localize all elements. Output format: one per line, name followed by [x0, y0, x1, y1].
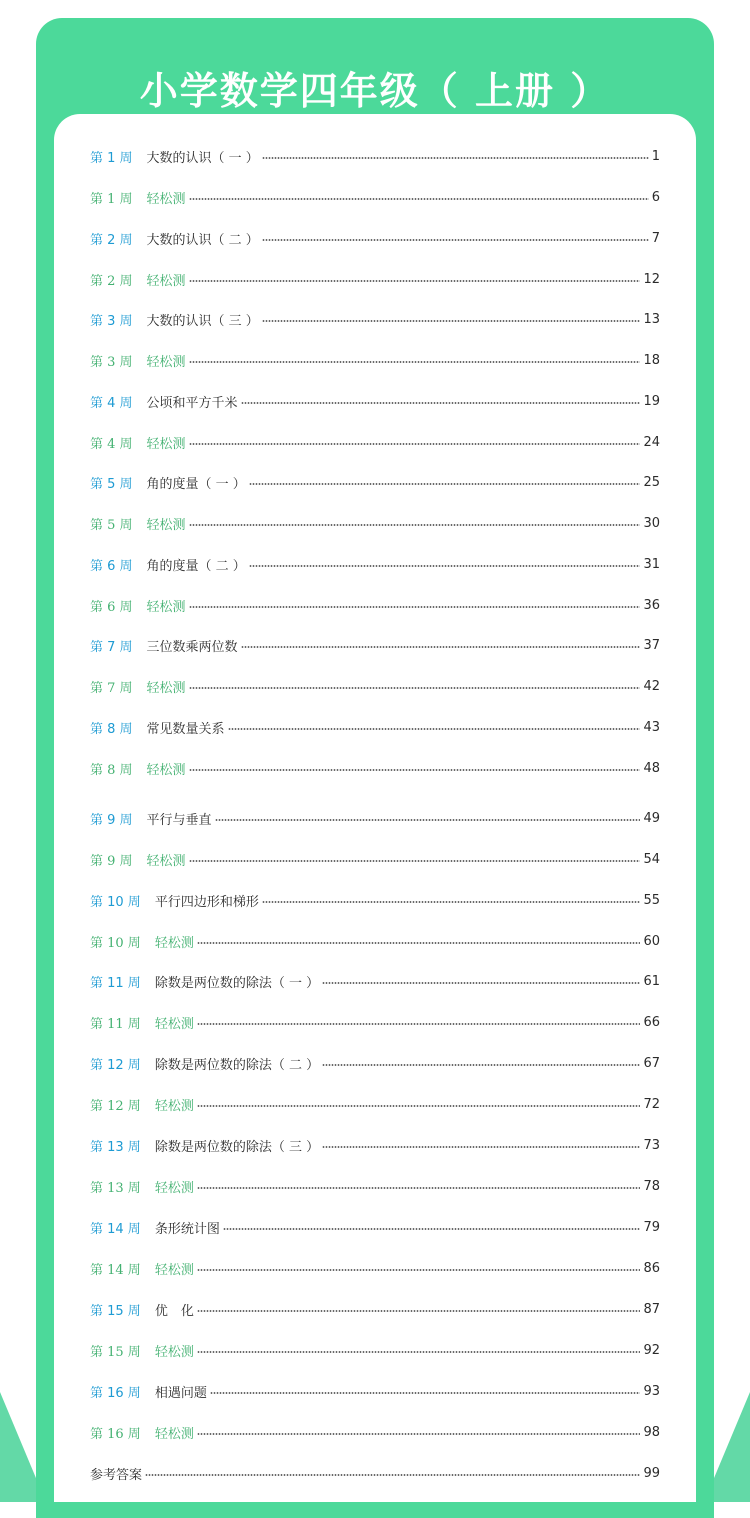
toc-page-number: 49: [643, 810, 660, 826]
toc-entry[interactable]: [90, 593, 660, 617]
toc-week-label: 第 9 周: [90, 853, 133, 869]
toc-entry[interactable]: [90, 1338, 660, 1362]
toc-dot-leader: [322, 1146, 640, 1148]
toc-entry[interactable]: [90, 1133, 660, 1157]
toc-dot-leader: [189, 198, 649, 200]
toc-dot-leader: [223, 1228, 641, 1230]
page-title: 小学数学四年级（ 上册 ）: [139, 69, 611, 113]
toc-dot-leader: [228, 728, 641, 730]
toc-week-label: 第 8 周: [90, 762, 133, 778]
toc-page-number: 37: [643, 637, 660, 653]
toc-page-number: 36: [643, 597, 660, 613]
toc-entry-title: 轻松测: [146, 599, 186, 615]
toc-week-label: 第 14 周: [90, 1221, 141, 1237]
toc-entry-title: 常见数量关系: [146, 721, 225, 737]
toc-week-label: 第 11 周: [90, 975, 141, 991]
toc-page-number: 1: [651, 148, 660, 164]
toc-week-label: 第 7 周: [90, 639, 133, 655]
toc-page-number: 72: [643, 1096, 660, 1112]
toc-week-label: 第 1 周: [90, 191, 133, 207]
toc-dot-leader: [197, 1310, 641, 1312]
toc-page-number: 73: [643, 1137, 660, 1153]
toc-entry-title: 除数是两位数的除法（ 二 ）: [154, 1057, 320, 1073]
toc-entry-title: 轻松测: [154, 1344, 194, 1360]
toc-entry-title: 轻松测: [154, 1426, 194, 1442]
toc-week-label: 第 10 周: [90, 935, 141, 951]
toc-entry-title: 参考答案: [90, 1467, 143, 1483]
toc-week-label: 第 8 周: [90, 721, 133, 737]
toc-entry[interactable]: [90, 1215, 660, 1239]
toc-entry-title: 条形统计图: [154, 1221, 220, 1237]
toc-week-label: 第 5 周: [90, 476, 133, 492]
toc-entry-title: 角的度量（ 二 ）: [146, 558, 246, 574]
toc-dot-leader: [249, 483, 641, 485]
toc-week-label: 第 4 周: [90, 395, 133, 411]
toc-dot-leader: [197, 942, 641, 944]
toc-entry[interactable]: [90, 307, 660, 331]
toc-entry-title: 除数是两位数的除法（ 三 ）: [154, 1139, 320, 1155]
toc-entry-title: 平行与垂直: [146, 812, 212, 828]
toc-entry[interactable]: [90, 1256, 660, 1280]
toc-week-label: 第 15 周: [90, 1344, 141, 1360]
toc-page-number: 42: [643, 678, 660, 694]
toc-entry[interactable]: [90, 888, 660, 912]
toc-week-label: 第 2 周: [90, 273, 133, 289]
toc-page-number: 86: [643, 1260, 660, 1276]
toc-entry[interactable]: [90, 267, 660, 291]
toc-entry-title: 大数的认识（ 一 ）: [146, 150, 259, 166]
toc-entry-title: 优 化: [154, 1303, 194, 1319]
toc-week-label: 第 6 周: [90, 599, 133, 615]
toc-dot-leader: [262, 320, 641, 322]
toc-page-number: 98: [643, 1424, 660, 1440]
toc-page-number: 67: [643, 1055, 660, 1071]
toc-dot-leader: [189, 606, 641, 608]
toc-entry[interactable]: [90, 847, 660, 871]
toc-page-number: 13: [643, 311, 660, 327]
toc-entry-title: 三位数乘两位数: [146, 639, 238, 655]
toc-entry-title: 轻松测: [154, 1262, 194, 1278]
toc-page-number: 48: [643, 760, 660, 776]
toc-week-label: 第 13 周: [90, 1139, 141, 1155]
toc-dot-leader: [189, 443, 641, 445]
toc-entry-title: 大数的认识（ 二 ）: [146, 232, 259, 248]
toc-entry[interactable]: [90, 226, 660, 250]
toc-week-label: 第 5 周: [90, 517, 133, 533]
toc-entry-title: 轻松测: [146, 273, 186, 289]
toc-dot-leader: [145, 1474, 640, 1476]
toc-entry[interactable]: [90, 1174, 660, 1198]
toc-page-number: 93: [643, 1383, 660, 1399]
toc-entry[interactable]: [90, 1051, 660, 1075]
toc-week-label: 第 12 周: [90, 1057, 141, 1073]
toc-entry-title: 除数是两位数的除法（ 一 ）: [154, 975, 320, 991]
toc-week-label: 第 4 周: [90, 436, 133, 452]
toc-dot-leader: [197, 1105, 641, 1107]
toc-page-number: 61: [643, 973, 660, 989]
toc-week-label: 第 15 周: [90, 1303, 141, 1319]
toc-dot-leader: [197, 1023, 641, 1025]
toc-entry-title: 公顷和平方千米: [146, 395, 238, 411]
toc-entry[interactable]: [90, 389, 660, 413]
toc-page-number: 60: [643, 933, 660, 949]
toc-dot-leader: [262, 157, 649, 159]
toc-page-number: 19: [643, 393, 660, 409]
toc-page-number: 25: [643, 474, 660, 490]
toc-entry[interactable]: [90, 1092, 660, 1116]
toc-dot-leader: [197, 1433, 641, 1435]
toc-entry[interactable]: [90, 756, 660, 780]
toc-page-number: 30: [643, 515, 660, 531]
toc-page-number: 66: [643, 1014, 660, 1030]
toc-dot-leader: [189, 361, 641, 363]
toc-dot-leader: [249, 565, 641, 567]
toc-dot-leader: [189, 860, 641, 862]
toc-week-label: 第 9 周: [90, 812, 133, 828]
toc-week-label: 第 10 周: [90, 894, 141, 910]
toc-entry-title: 大数的认识（ 三 ）: [146, 313, 259, 329]
toc-week-label: 第 13 周: [90, 1180, 141, 1196]
toc-entry[interactable]: [90, 633, 660, 657]
toc-entry[interactable]: [90, 715, 660, 739]
toc-week-label: 第 2 周: [90, 232, 133, 248]
toc-page-number: 7: [651, 230, 660, 246]
toc-entry[interactable]: [90, 674, 660, 698]
toc-dot-leader: [189, 524, 641, 526]
toc-dot-leader: [197, 1351, 641, 1353]
toc-page-number: 6: [651, 189, 660, 205]
toc-week-label: 第 16 周: [90, 1385, 141, 1401]
toc-entry-title: 轻松测: [146, 762, 186, 778]
toc-entry-title: 轻松测: [146, 191, 186, 207]
toc-entry-title: 轻松测: [154, 1098, 194, 1114]
toc-page-number: 54: [643, 851, 660, 867]
toc-page-number: 79: [643, 1219, 660, 1235]
toc-entry[interactable]: [90, 430, 660, 454]
toc-entry-title: 轻松测: [154, 1016, 194, 1032]
toc-entry-title: 轻松测: [146, 436, 186, 452]
toc-week-label: 第 6 周: [90, 558, 133, 574]
toc-entry[interactable]: [90, 144, 660, 168]
toc-week-label: 第 11 周: [90, 1016, 141, 1032]
toc-dot-leader: [262, 901, 641, 903]
toc-dot-leader: [322, 1064, 640, 1066]
toc-page-number: 18: [643, 352, 660, 368]
toc-week-label: 第 3 周: [90, 354, 133, 370]
toc-dot-leader: [189, 769, 641, 771]
toc-page-number: 78: [643, 1178, 660, 1194]
toc-entry-title: 轻松测: [154, 1180, 194, 1196]
toc-entry[interactable]: [90, 348, 660, 372]
toc-entry-title: 轻松测: [154, 935, 194, 951]
toc-week-label: 第 16 周: [90, 1426, 141, 1442]
toc-entry[interactable]: [90, 185, 660, 209]
toc-dot-leader: [197, 1187, 641, 1189]
toc-page-number: 43: [643, 719, 660, 735]
toc-entry-title: 轻松测: [146, 853, 186, 869]
toc-page-number: 92: [643, 1342, 660, 1358]
toc-dot-leader: [197, 1269, 641, 1271]
toc-week-label: 第 14 周: [90, 1262, 141, 1278]
toc-dot-leader: [210, 1392, 641, 1394]
toc-entry[interactable]: [90, 1379, 660, 1403]
toc-page-number: 24: [643, 434, 660, 450]
toc-dot-leader: [262, 239, 649, 241]
toc-entry-title: 平行四边形和梯形: [154, 894, 259, 910]
toc-week-label: 第 12 周: [90, 1098, 141, 1114]
toc-entry[interactable]: [90, 929, 660, 953]
toc-entry[interactable]: [90, 511, 660, 535]
toc-page-number: 12: [643, 271, 660, 287]
toc-entry[interactable]: [90, 969, 660, 993]
toc-entry-title: 轻松测: [146, 517, 186, 533]
toc-page-number: 31: [643, 556, 660, 572]
toc-page-number: 99: [643, 1465, 660, 1481]
toc-entry[interactable]: [90, 1297, 660, 1321]
toc-page-number: 87: [643, 1301, 660, 1317]
toc-week-label: 第 1 周: [90, 150, 133, 166]
toc-entry-title: 轻松测: [146, 680, 186, 696]
toc-entry-title: 角的度量（ 一 ）: [146, 476, 246, 492]
toc-entry[interactable]: [90, 1010, 660, 1034]
toc-entry-title: 轻松测: [146, 354, 186, 370]
toc-entry[interactable]: [90, 1420, 660, 1444]
toc-entry-title: 相遇问题: [154, 1385, 207, 1401]
toc-dot-leader: [189, 687, 641, 689]
toc-entry[interactable]: [90, 806, 660, 830]
toc-dot-leader: [241, 402, 641, 404]
toc-dot-leader: [189, 280, 641, 282]
toc-dot-leader: [241, 646, 641, 648]
toc-dot-leader: [322, 982, 640, 984]
toc-page-number: 55: [643, 892, 660, 908]
toc-week-label: 第 7 周: [90, 680, 133, 696]
toc-entry[interactable]: [90, 1461, 660, 1485]
toc-entry[interactable]: [90, 470, 660, 494]
toc-dot-leader: [215, 819, 641, 821]
toc-entry[interactable]: [90, 552, 660, 576]
toc-week-label: 第 3 周: [90, 313, 133, 329]
